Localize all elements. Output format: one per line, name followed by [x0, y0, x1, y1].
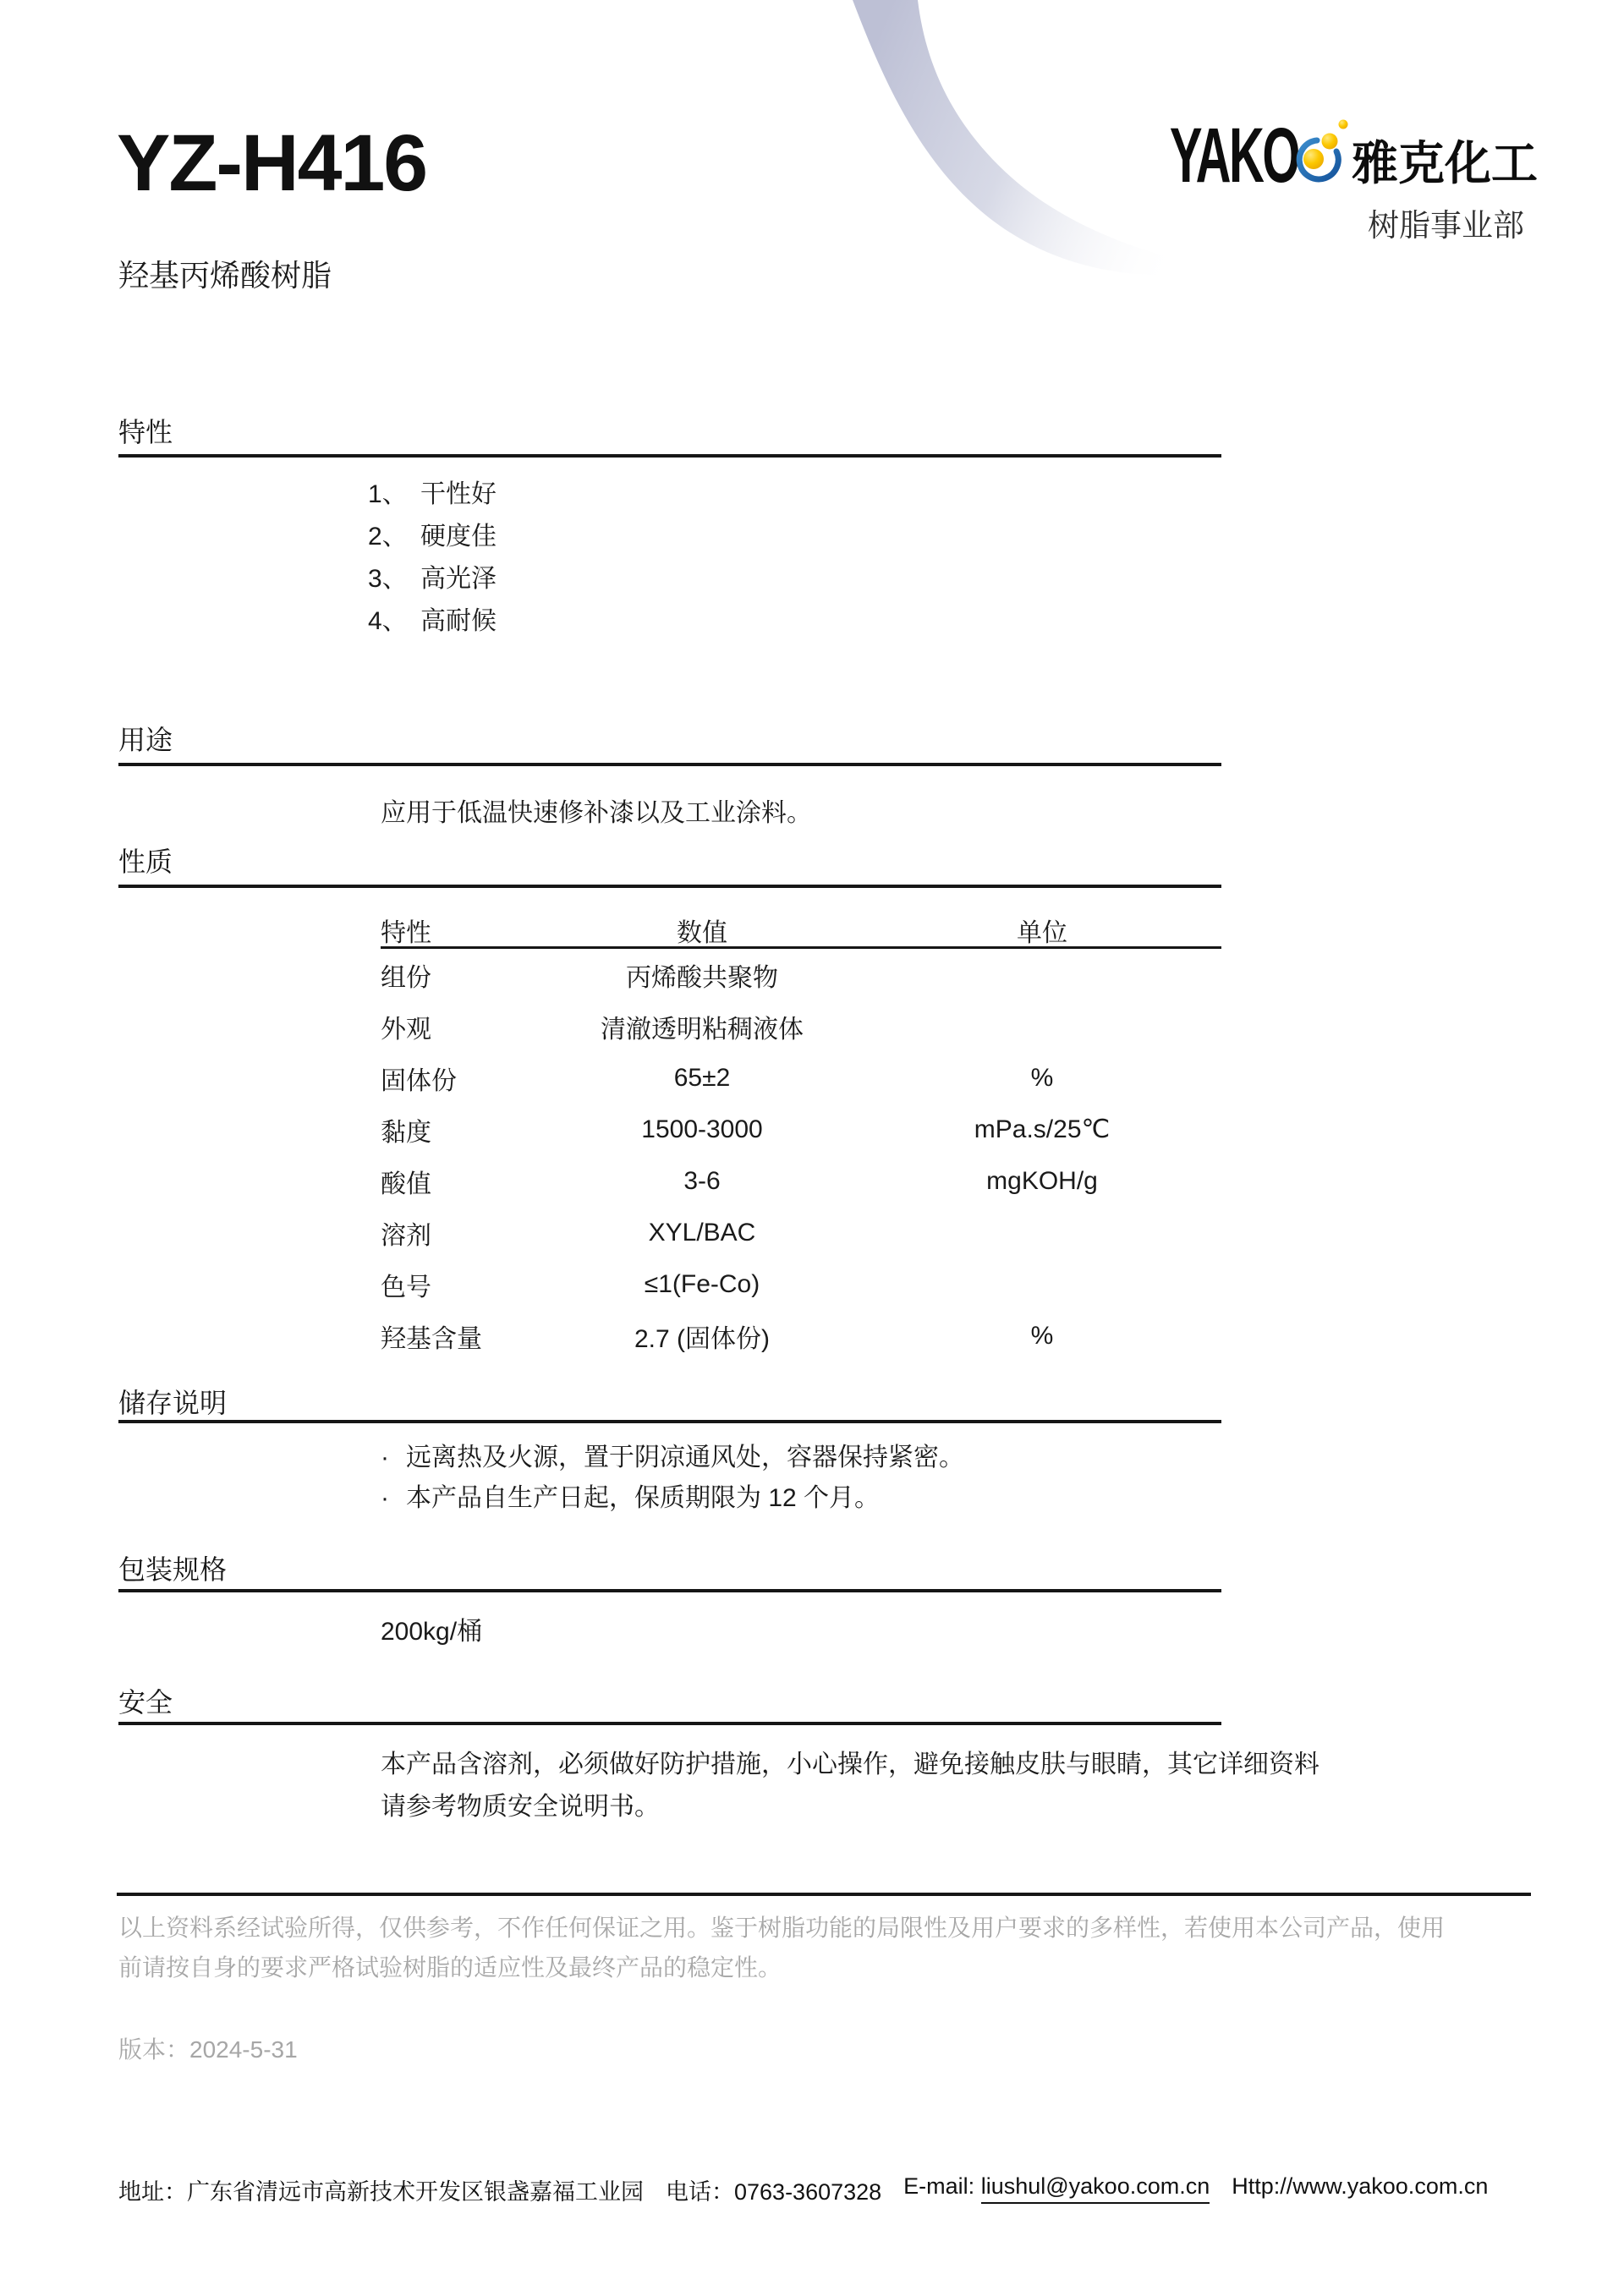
list-item-number: 2、	[368, 523, 408, 551]
properties-table	[381, 912, 1221, 1362]
list-item-number: 3、	[368, 565, 408, 593]
section-heading-safety: 安全	[118, 1687, 173, 1718]
version-label: 版本：	[118, 2036, 190, 2063]
storage-text: 远离热及火源，置于阴凉通风处，容器保持紧密。	[406, 1444, 964, 1471]
storage-list	[381, 1438, 964, 1519]
table-row	[381, 1000, 1221, 1052]
property-value: 1500-3000	[641, 1115, 763, 1143]
logo-brand-text: YAKO	[1169, 112, 1298, 200]
table-row	[381, 1258, 1221, 1310]
column-header: 单位	[1017, 919, 1067, 947]
disclaimer-line: 前请按自身的要求严格试验树脂的适应性及最终产品的稳定性。	[118, 1954, 782, 1981]
section-divider	[118, 1722, 1221, 1725]
list-item	[368, 600, 497, 643]
footer-address	[118, 2173, 644, 2206]
section-divider	[118, 1589, 1221, 1592]
list-item-text: 高耐候	[420, 607, 497, 635]
list-item	[368, 516, 497, 558]
section-divider	[118, 1420, 1221, 1423]
section-heading-storage: 储存说明	[118, 1388, 228, 1418]
table-row	[381, 1310, 1221, 1362]
bullet-dot: ·	[381, 1484, 389, 1512]
property-name: 色号	[381, 1273, 431, 1301]
phone-value: 0763-3607328	[734, 2179, 882, 2205]
list-item-text: 干性好	[420, 480, 497, 508]
address-value: 广东省清远市高新技术开发区银盏嘉福工业园	[187, 2179, 644, 2205]
column-header: 特性	[381, 919, 431, 947]
list-item-number: 1、	[368, 480, 408, 508]
property-name: 黏度	[381, 1118, 431, 1147]
property-name: 酸值	[381, 1170, 431, 1198]
section-divider	[118, 763, 1221, 766]
section-divider	[118, 885, 1221, 888]
list-item	[368, 474, 497, 516]
phone-label: 电话：	[666, 2179, 734, 2205]
property-value: XYL/BAC	[648, 1218, 756, 1247]
property-name: 羟基含量	[381, 1324, 482, 1353]
column-header: 数值	[677, 919, 727, 947]
property-unit: mgKOH/g	[986, 1166, 1098, 1195]
property-unit: %	[1030, 1321, 1054, 1350]
footer	[118, 2173, 1556, 2206]
section-heading-properties: 性质	[118, 847, 173, 877]
footer-email	[903, 2173, 1210, 2206]
division-label: 树脂事业部	[1368, 208, 1524, 243]
disclaimer-divider	[117, 1893, 1531, 1896]
storage-text: 本产品自生产日起，保质期限为 12 个月。	[406, 1484, 881, 1512]
disclaimer-line: 以上资料系经试验所得，仅供参考，不作任何保证之用。鉴于树脂功能的局限性及用户要求的多样性，若使用本公司产品，使用	[118, 1915, 1446, 1941]
orbit-ball-medium	[1322, 134, 1338, 150]
section-heading-packaging: 包装规格	[118, 1554, 228, 1585]
section-heading-features: 特性	[118, 417, 173, 447]
property-name: 外观	[381, 1015, 431, 1044]
safety-text: 本产品含溶剂，必须做好防护措施，小心操作，避免接触皮肤与眼睛，其它详细资料请参考物质安全说明书。	[381, 1751, 1320, 1821]
bullet-dot: ·	[381, 1444, 389, 1471]
table-row	[381, 1207, 1221, 1258]
list-item-text: 硬度佳	[420, 523, 497, 551]
feature-list	[368, 474, 497, 643]
email-link[interactable]: liushul@yakoo.com.cn	[981, 2173, 1210, 2204]
footer-phone	[666, 2173, 881, 2206]
product-title: YZ-H416	[117, 118, 427, 208]
disclaimer-text	[118, 1908, 1539, 1987]
table-row	[381, 1104, 1221, 1155]
property-value: 2.7 (固体份)	[634, 1324, 771, 1353]
property-unit: %	[1030, 1063, 1054, 1092]
address-label: 地址：	[118, 2179, 187, 2205]
section-heading-usage: 用途	[118, 725, 173, 755]
table-header-row	[381, 912, 1221, 946]
list-item-number: 4、	[368, 607, 408, 635]
footer-website: Http://www.yakoo.com.cn	[1232, 2173, 1489, 2199]
orbit-ball-small	[1339, 120, 1348, 129]
packaging-text: 200kg/桶	[381, 1618, 483, 1646]
usage-text: 应用于低温快速修补漆以及工业涂料。	[381, 799, 812, 827]
list-item-text: 高光泽	[420, 565, 497, 593]
table-row	[381, 949, 1221, 1000]
table-row	[381, 1155, 1221, 1207]
orbit-ball-large	[1303, 149, 1324, 169]
property-name: 溶剂	[381, 1221, 431, 1250]
property-value: 丙烯酸共聚物	[626, 963, 778, 992]
list-item	[368, 558, 497, 600]
property-name: 固体份	[381, 1066, 457, 1095]
table-row	[381, 1052, 1221, 1104]
version-line	[118, 2031, 298, 2065]
property-unit: mPa.s/25℃	[974, 1115, 1111, 1143]
email-label: E-mail:	[903, 2173, 975, 2199]
property-value: ≤1(Fe-Co)	[644, 1269, 760, 1298]
version-date: 2024-5-31	[189, 2036, 298, 2063]
list-item	[381, 1478, 964, 1519]
property-value: 清澈透明粘稠液体	[601, 1015, 804, 1044]
section-divider	[118, 454, 1221, 458]
property-name: 组份	[381, 963, 431, 992]
property-value: 3-6	[683, 1166, 721, 1195]
list-item	[381, 1438, 964, 1478]
logo-brand-cn: 雅克化工	[1352, 137, 1539, 189]
product-subtitle: 羟基丙烯酸树脂	[118, 258, 332, 293]
property-value: 65±2	[673, 1063, 731, 1092]
